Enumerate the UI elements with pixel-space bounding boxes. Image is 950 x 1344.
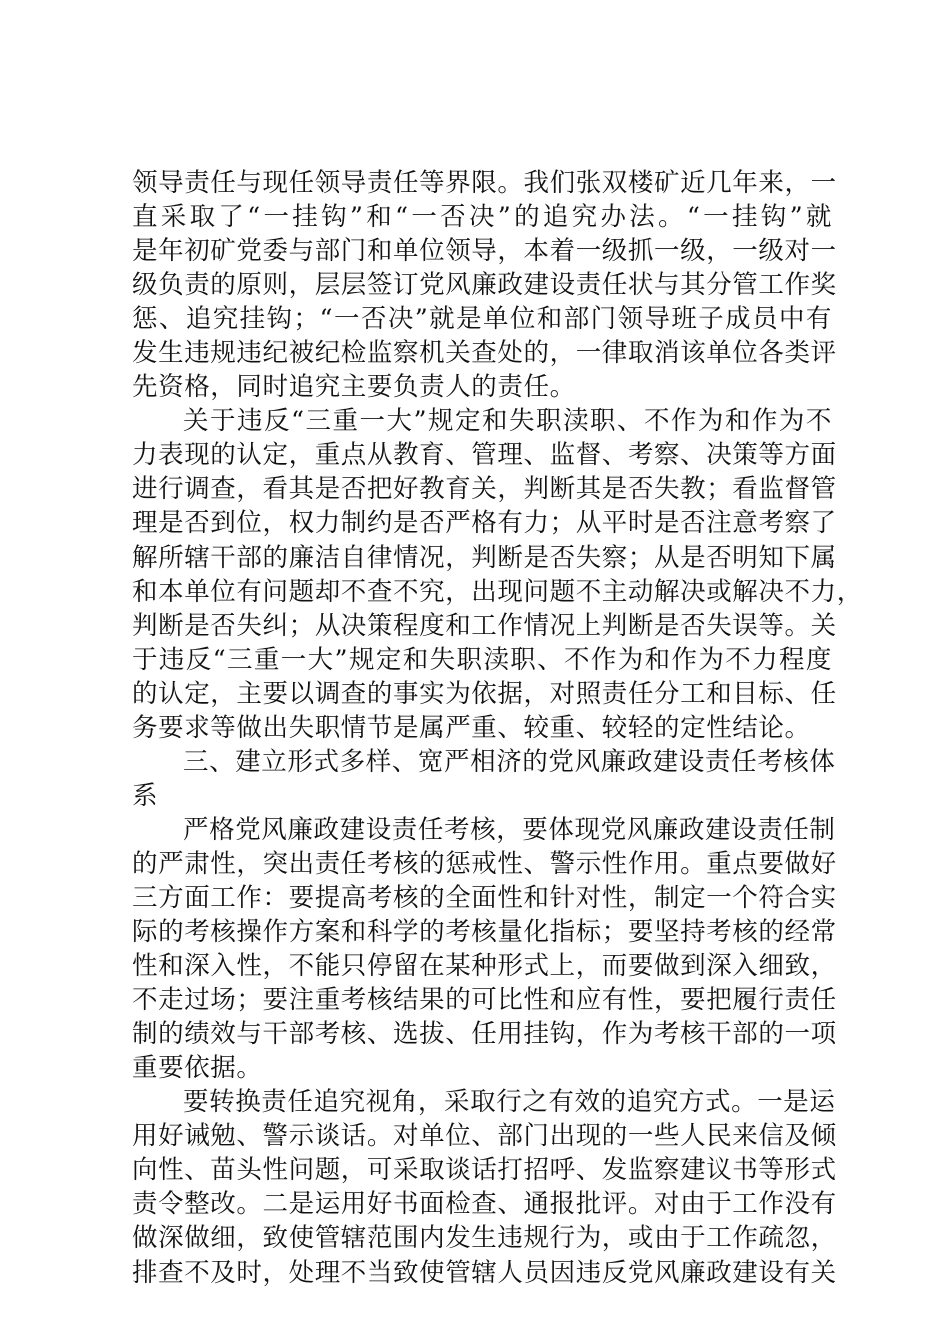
text-line: 级负责的原则，层层签订党风廉政建设责任状与其分管工作奖 xyxy=(132,270,837,301)
text-line: 严格党风廉政建设责任考核，要体现党风廉政建设责任制 xyxy=(183,814,836,845)
text-line: 和本单位有问题却不查不究，出现问题不主动解决或解决不力， xyxy=(132,576,863,607)
text-line: 际的考核操作方案和科学的考核量化指标；要坚持考核的经常 xyxy=(132,917,837,948)
text-line: 关于违反“三重一大”规定和失职渎职、不作为和作为不 xyxy=(183,406,832,437)
text-line: 判断是否失纠；从决策程度和工作情况上判断是否失误等。关 xyxy=(132,610,837,641)
text-line: 用好诫勉、警示谈话。对单位、部门出现的一些人民来信及倾 xyxy=(132,1121,837,1152)
text-line: 务要求等做出失职情节是属严重、较重、较轻的定性结论。 xyxy=(132,712,811,743)
text-line: 性和深入性，不能只停留在某种形式上，而要做到深入细致， xyxy=(132,951,837,982)
text-line: 做深做细，致使管辖范围内发生违规行为，或由于工作疏忽， xyxy=(132,1223,837,1254)
text-line: 不走过场；要注重考核结果的可比性和应有性，要把履行责任 xyxy=(132,985,837,1016)
text-line: 责令整改。二是运用好书面检查、通报批评。对由于工作没有 xyxy=(132,1189,837,1220)
text-line: 力表现的认定，重点从教育、管理、监督、考察、决策等方面 xyxy=(132,440,837,471)
text-line: 进行调查，看其是否把好教育关，判断其是否失教；看监督管 xyxy=(132,474,837,505)
text-line: 发生违规违纪被纪检监察机关查处的，一律取消该单位各类评 xyxy=(132,338,837,369)
text-line: 惩、追究挂钩；“一否决”就是单位和部门领导班子成员中有 xyxy=(132,304,832,335)
text-line: 向性、苗头性问题，可采取谈话打招呼、发监察建议书等形式 xyxy=(132,1155,837,1186)
text-line: 领导责任与现任领导责任等界限。我们张双楼矿近几年来，一 xyxy=(132,168,837,198)
text-line: 制的绩效与干部考核、选拔、任用挂钩，作为考核干部的一项 xyxy=(132,1019,837,1050)
body-text xyxy=(132,166,863,1290)
text-line: 重要依据。 xyxy=(132,1053,263,1084)
text-line: 是年初矿党委与部门和单位领导，本着一级抓一级，一级对一 xyxy=(132,236,837,267)
text-line: 三方面工作：要提高考核的全面性和针对性，制定一个符合实 xyxy=(132,882,837,913)
text-line: 要转换责任追究视角，采取行之有效的追究方式。一是运 xyxy=(183,1087,836,1118)
text-line: 的严肃性，突出责任考核的惩戒性、警示性作用。重点要做好 xyxy=(132,848,837,879)
text-line: 解所辖干部的廉洁自律情况，判断是否失察；从是否明知下属 xyxy=(132,542,837,573)
text-line: 排查不及时，处理不当致使管辖人员因违反党风廉政建设有关 xyxy=(132,1257,837,1288)
text-line: 系 xyxy=(132,780,159,811)
text-line: 三、建立形式多样、宽严相济的党风廉政建设责任考核体 xyxy=(183,746,836,777)
text-line: 直采取了“一挂钩”和“一否决”的追究办法。“一挂钩”就 xyxy=(132,202,832,233)
text-line: 先资格，同时追究主要负责人的责任。 xyxy=(132,372,576,403)
text-line: 理是否到位，权力制约是否严格有力；从平时是否注意考察了 xyxy=(132,508,837,539)
text-line: 于违反“三重一大”规定和失职渎职、不作为和作为不力程度 xyxy=(132,644,832,675)
text-line: 的认定，主要以调查的事实为依据，对照责任分工和目标、任 xyxy=(132,678,837,709)
